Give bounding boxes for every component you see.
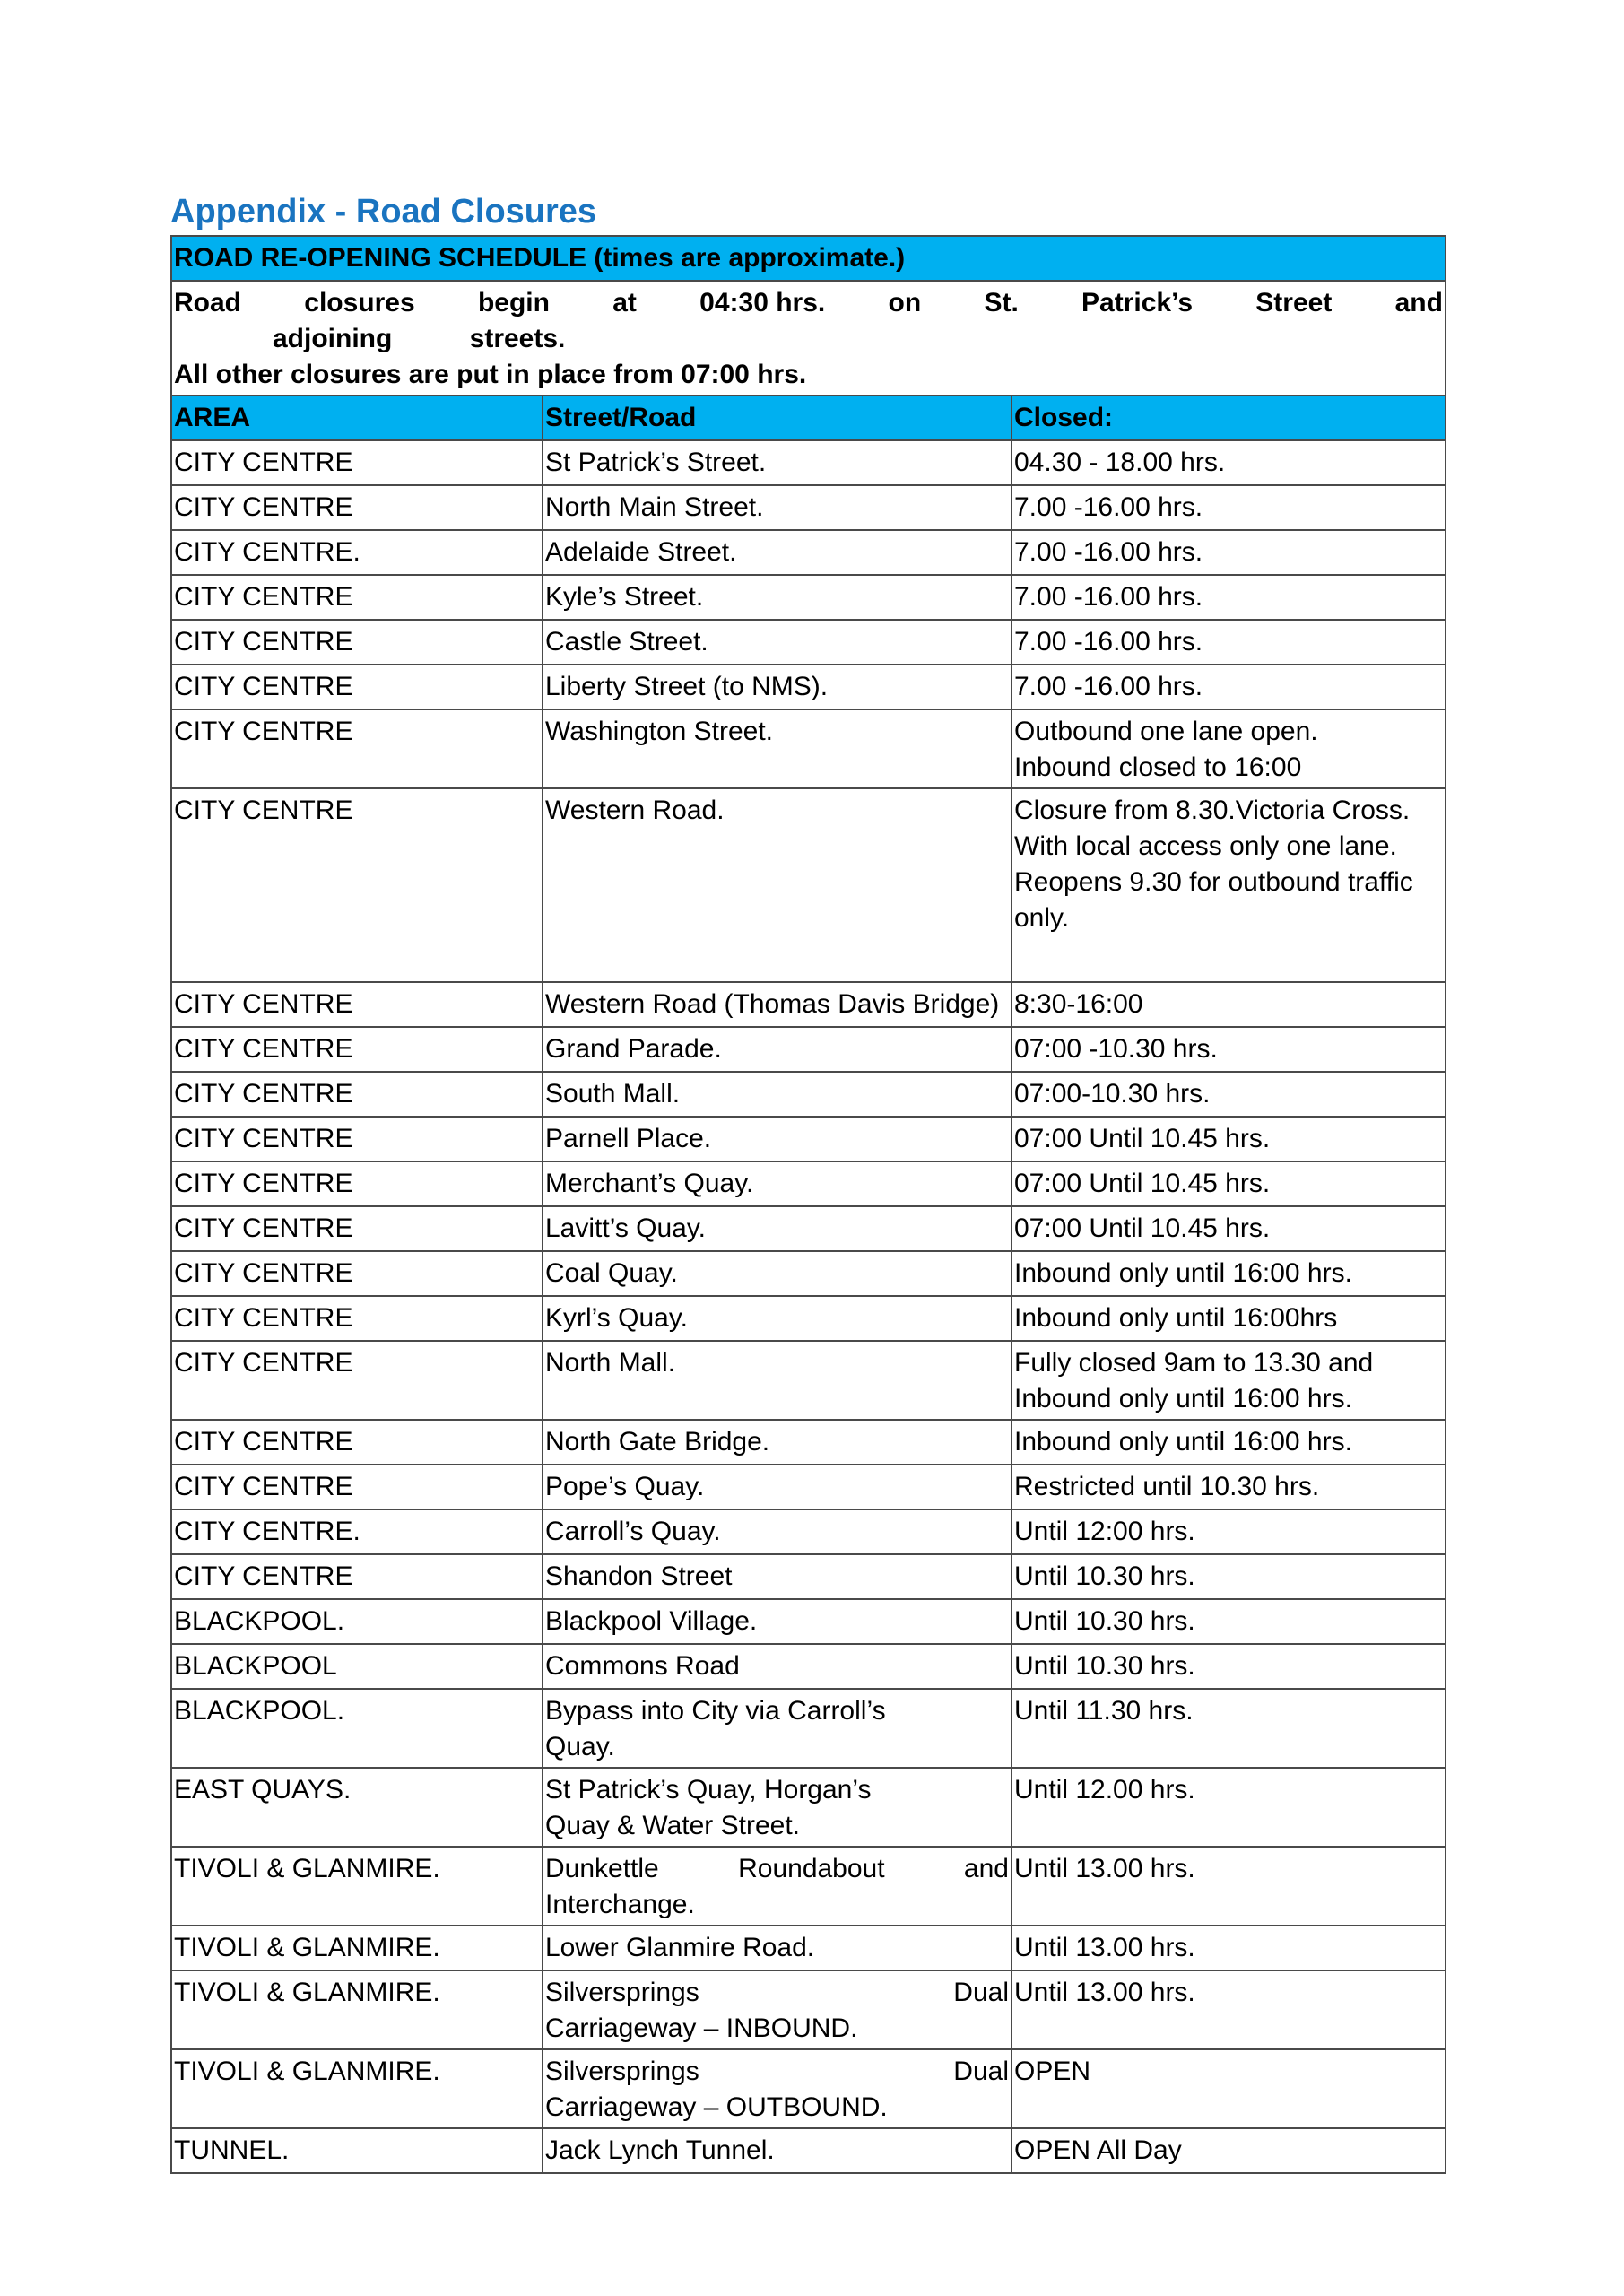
table-row [171,1341,1446,1420]
closed-cell-line: Inbound only until 16:00 hrs. [1014,1384,1352,1413]
closed-cell-line: Until 10.30 hrs. [1014,1606,1195,1636]
table-row [171,665,1446,709]
area-cell-line: TIVOLI & GLANMIRE. [174,2057,440,2086]
street-cell [543,665,1012,709]
table-row [171,1644,1446,1689]
closed-cell-line: 7.00 -16.00 hrs. [1014,582,1203,612]
table-row [171,1251,1446,1296]
area-cell-line: BLACKPOOL. [174,1696,345,1726]
street-cell-line [545,2054,1009,2090]
closed-cell-line: Until 13.00 hrs. [1014,1933,1195,1962]
closed-cell-line: 7.00 -16.00 hrs. [1014,672,1203,701]
area-cell [171,485,543,530]
area-cell [171,1420,543,1465]
closed-cell-line: 07:00 -10.30 hrs. [1014,1034,1218,1064]
street-cell [543,530,1012,575]
area-cell [171,620,543,665]
closed-cell-line: Until 13.00 hrs. [1014,1854,1195,1883]
street-cell-line: Lavitt’s Quay. [545,1213,706,1243]
closed-cell [1012,1072,1446,1117]
street-cell [543,788,1012,982]
street-word: Dunkettle [545,1854,659,1883]
area-cell-line: CITY CENTRE [174,1079,353,1109]
closed-cell-line: 07:00 Until 10.45 hrs. [1014,1124,1271,1153]
area-cell-line: CITY CENTRE [174,582,353,612]
street-word: and [963,1854,1009,1883]
area-cell-line: CITY CENTRE [174,1348,353,1378]
street-cell [543,1341,1012,1420]
street-word: Silversprings [545,1978,699,2007]
area-cell-line: TUNNEL. [174,2135,290,2165]
area-cell [171,530,543,575]
street-cell [543,1970,1012,2049]
area-cell [171,1644,543,1689]
table-row [171,1509,1446,1554]
area-cell [171,1027,543,1072]
street-cell-line: Quay. [545,1732,615,1761]
table-row [171,1554,1446,1599]
closed-cell-line: 04.30 - 18.00 hrs. [1014,448,1226,477]
table-row [171,1599,1446,1644]
area-cell [171,1554,543,1599]
closed-cell [1012,1296,1446,1341]
area-cell-line: CITY CENTRE [174,1472,353,1501]
closed-cell [1012,1465,1446,1509]
street-word: Dual [953,1978,1009,2007]
closed-cell-line: Reopens 9.30 for outbound traffic only. [1014,867,1413,933]
street-cell-line: Lower Glanmire Road. [545,1933,815,1962]
table-row [171,788,1446,982]
closed-cell [1012,1970,1446,2049]
area-cell [171,1926,543,1970]
table-row [171,1970,1446,2049]
table-row [171,709,1446,788]
street-cell-line: St Patrick’s Quay, Horgan’s [545,1775,872,1805]
area-cell-line: CITY CENTRE [174,989,353,1019]
street-cell [543,1768,1012,1847]
street-cell [543,1599,1012,1644]
table-row [171,1926,1446,1970]
closed-cell [1012,1926,1446,1970]
closed-cell [1012,1689,1446,1768]
closed-cell [1012,1251,1446,1296]
closed-cell-line: Fully closed 9am to 13.30 and [1014,1348,1374,1378]
street-cell [543,1072,1012,1117]
area-cell-line: CITY CENTRE [174,1124,353,1153]
area-cell [171,2049,543,2128]
closed-cell-line: 07:00-10.30 hrs. [1014,1079,1211,1109]
street-cell-line: Bypass into City via Carroll’s [545,1696,886,1726]
closed-cell [1012,2128,1446,2173]
area-cell-line: BLACKPOOL. [174,1606,345,1636]
area-cell-line: EAST QUAYS. [174,1775,352,1805]
street-cell-line: North Gate Bridge. [545,1427,770,1457]
street-cell [543,1509,1012,1554]
closed-cell-line: With local access only one lane. [1014,831,1397,861]
column-header-area: AREA [171,396,543,440]
street-cell-line: Carriageway – OUTBOUND. [545,2092,888,2122]
closure-rows [171,440,1446,2173]
table-row [171,1161,1446,1206]
closed-cell-line: Restricted until 10.30 hrs. [1014,1472,1320,1501]
intro-row [171,281,1446,396]
area-cell-line: CITY CENTRE. [174,1517,360,1546]
street-cell-line: Parnell Place. [545,1124,712,1153]
page-title: Appendix - Road Closures [170,193,597,230]
area-cell [171,1768,543,1847]
street-cell [543,1644,1012,1689]
area-cell-line: CITY CENTRE [174,796,353,825]
intro-word: Patrick’s [1081,288,1194,317]
street-cell-line: Castle Street. [545,627,708,657]
schedule-heading-row [171,236,1446,281]
area-cell [171,2128,543,2173]
area-cell [171,665,543,709]
closed-cell [1012,788,1446,982]
intro-text [171,281,1446,396]
street-cell [543,485,1012,530]
street-cell-line: Shandon Street [545,1561,733,1591]
street-cell [543,1465,1012,1509]
closed-cell-line: Outbound one lane open. [1014,717,1318,746]
table-row [171,620,1446,665]
closed-cell [1012,665,1446,709]
closed-cell [1012,620,1446,665]
street-cell [543,709,1012,788]
street-cell-line: Grand Parade. [545,1034,722,1064]
table-row [171,1206,1446,1251]
closed-cell [1012,485,1446,530]
intro-word: on [888,288,922,317]
area-cell [171,1689,543,1768]
street-cell [543,440,1012,485]
closed-cell-line: Inbound only until 16:00 hrs. [1014,1427,1352,1457]
table-row [171,1689,1446,1768]
street-cell [543,620,1012,665]
closed-cell [1012,1420,1446,1465]
closed-cell-line: Until 11.30 hrs. [1014,1696,1194,1726]
street-word: Roundabout [738,1854,885,1883]
closed-cell [1012,1554,1446,1599]
road-closures-table [170,235,1446,2174]
area-cell-line: CITY CENTRE [174,1427,353,1457]
street-cell-line: Merchant’s Quay. [545,1169,754,1198]
intro-word: 04:30 hrs. [699,288,826,317]
area-cell [171,1509,543,1554]
intro-word: closures [304,288,415,317]
column-header-closed: Closed: [1012,396,1446,440]
closed-cell [1012,575,1446,620]
closed-cell-line: 7.00 -16.00 hrs. [1014,492,1203,522]
area-cell-line: CITY CENTRE [174,1303,353,1333]
closed-cell-line: Closure from 8.30.Victoria Cross. [1014,796,1411,825]
street-cell-line: North Mall. [545,1348,676,1378]
closed-cell [1012,1117,1446,1161]
street-word: Silversprings [545,2057,699,2086]
street-cell [543,1117,1012,1161]
closed-cell [1012,1847,1446,1926]
street-cell [543,2049,1012,2128]
intro-line-1 [174,285,1443,321]
street-cell-line: Washington Street. [545,717,774,746]
closed-cell [1012,1644,1446,1689]
table-row [171,440,1446,485]
street-cell-line: Quay & Water Street. [545,1811,800,1840]
closed-cell-line: Until 10.30 hrs. [1014,1561,1195,1591]
intro-word: begin [477,288,550,317]
intro-word: and [1394,288,1443,317]
area-cell-line: TIVOLI & GLANMIRE. [174,1978,440,2007]
street-cell-line [545,1851,1009,1887]
street-cell [543,1161,1012,1206]
area-cell-line: CITY CENTRE [174,492,353,522]
area-cell-line: CITY CENTRE [174,672,353,701]
area-cell [171,982,543,1027]
street-cell-line: Adelaide Street. [545,537,737,567]
street-cell-line: Interchange. [545,1890,695,1919]
street-cell-line: Blackpool Village. [545,1606,758,1636]
intro-word: Street [1255,288,1333,317]
closed-cell [1012,982,1446,1027]
area-cell [171,1599,543,1644]
table-row [171,1117,1446,1161]
area-cell [171,1465,543,1509]
area-cell [171,1847,543,1926]
table-row [171,1465,1446,1509]
street-cell-line: Western Road. [545,796,725,825]
closed-cell [1012,709,1446,788]
street-cell-line: Liberty Street (to NMS). [545,672,829,701]
street-cell [543,1206,1012,1251]
table-row [171,1072,1446,1117]
area-cell-line: TIVOLI & GLANMIRE. [174,1933,440,1962]
street-cell [543,1926,1012,1970]
closed-cell-line: 7.00 -16.00 hrs. [1014,627,1203,657]
closed-cell-line: 07:00 Until 10.45 hrs. [1014,1213,1271,1243]
street-cell [543,575,1012,620]
table-row [171,2128,1446,2173]
area-cell-line: CITY CENTRE [174,1561,353,1591]
closed-cell [1012,1206,1446,1251]
closed-cell [1012,530,1446,575]
street-cell-line: Kyle’s Street. [545,582,704,612]
table-row [171,1768,1446,1847]
street-cell-line: Pope’s Quay. [545,1472,705,1501]
table-row [171,485,1446,530]
street-cell [543,1027,1012,1072]
area-cell-line: CITY CENTRE [174,717,353,746]
intro-line-3: All other closures are put in place from 07:00 hrs. [174,360,807,389]
area-cell [171,1117,543,1161]
area-cell-line: CITY CENTRE [174,1169,353,1198]
area-cell [171,1161,543,1206]
area-cell-line: BLACKPOOL [174,1651,337,1681]
closed-cell [1012,1027,1446,1072]
area-cell [171,440,543,485]
area-cell [171,1072,543,1117]
closed-cell-line: Until 12.00 hrs. [1014,1775,1195,1805]
closed-cell [1012,1768,1446,1847]
table-row [171,1027,1446,1072]
street-cell [543,1847,1012,1926]
table-row [171,1296,1446,1341]
area-cell [171,1206,543,1251]
street-cell-line: Commons Road [545,1651,740,1681]
area-cell-line: CITY CENTRE [174,448,353,477]
closed-cell-line: OPEN [1014,2057,1091,2086]
street-cell-line: Coal Quay. [545,1258,678,1288]
table-row [171,575,1446,620]
area-cell [171,1341,543,1420]
intro-word: at [612,288,637,317]
closed-cell-line: OPEN All Day [1014,2135,1182,2165]
area-cell-line: CITY CENTRE. [174,537,360,567]
intro-word: Road [174,288,241,317]
street-cell-line: South Mall. [545,1079,681,1109]
street-cell [543,982,1012,1027]
street-cell-line: Western Road (Thomas Davis Bridge) [545,989,1000,1019]
intro-line-2: adjoining streets. [273,324,566,353]
street-cell-line: North Main Street. [545,492,764,522]
area-cell [171,709,543,788]
intro-word: St. [984,288,1019,317]
area-cell-line: CITY CENTRE [174,1213,353,1243]
closed-cell-line: Until 13.00 hrs. [1014,1978,1195,2007]
area-cell-line: CITY CENTRE [174,627,353,657]
street-cell [543,1689,1012,1768]
area-cell [171,788,543,982]
street-cell [543,1420,1012,1465]
area-cell [171,1296,543,1341]
closed-cell-line: Until 10.30 hrs. [1014,1651,1195,1681]
column-header-street: Street/Road [543,396,1012,440]
street-cell-line: Jack Lynch Tunnel. [545,2135,775,2165]
table-row [171,1420,1446,1465]
closed-cell-line: Inbound only until 16:00 hrs. [1014,1258,1352,1288]
table-row [171,1847,1446,1926]
street-cell [543,1554,1012,1599]
closed-cell-line: Inbound closed to 16:00 [1014,752,1302,782]
closed-cell [1012,1509,1446,1554]
closed-cell-line: 8:30-16:00 [1014,989,1143,1019]
street-cell-line: St Patrick’s Street. [545,448,767,477]
street-cell [543,2128,1012,2173]
street-cell-line: Kyrl’s Quay. [545,1303,688,1333]
column-header-row [171,396,1446,440]
closed-cell-line: Inbound only until 16:00hrs [1014,1303,1338,1333]
closed-cell [1012,1341,1446,1420]
street-cell-line [545,1975,1009,2011]
closed-cell [1012,440,1446,485]
closed-cell [1012,2049,1446,2128]
table-row [171,530,1446,575]
table-row [171,2049,1446,2128]
closed-cell-line: 7.00 -16.00 hrs. [1014,537,1203,567]
area-cell [171,1251,543,1296]
closed-cell-line: 07:00 Until 10.45 hrs. [1014,1169,1271,1198]
area-cell [171,1970,543,2049]
area-cell-line: TIVOLI & GLANMIRE. [174,1854,440,1883]
street-cell-line: Carriageway – INBOUND. [545,2013,858,2043]
area-cell [171,575,543,620]
area-cell-line: CITY CENTRE [174,1034,353,1064]
closed-cell [1012,1161,1446,1206]
table-row [171,982,1446,1027]
street-cell [543,1251,1012,1296]
area-cell-line: CITY CENTRE [174,1258,353,1288]
schedule-heading: ROAD RE-OPENING SCHEDULE (times are approximate.) [171,236,1446,281]
street-cell-line: Carroll’s Quay. [545,1517,721,1546]
closed-cell-line: Until 12:00 hrs. [1014,1517,1195,1546]
street-cell [543,1296,1012,1341]
street-word: Dual [953,2057,1009,2086]
closed-cell [1012,1599,1446,1644]
